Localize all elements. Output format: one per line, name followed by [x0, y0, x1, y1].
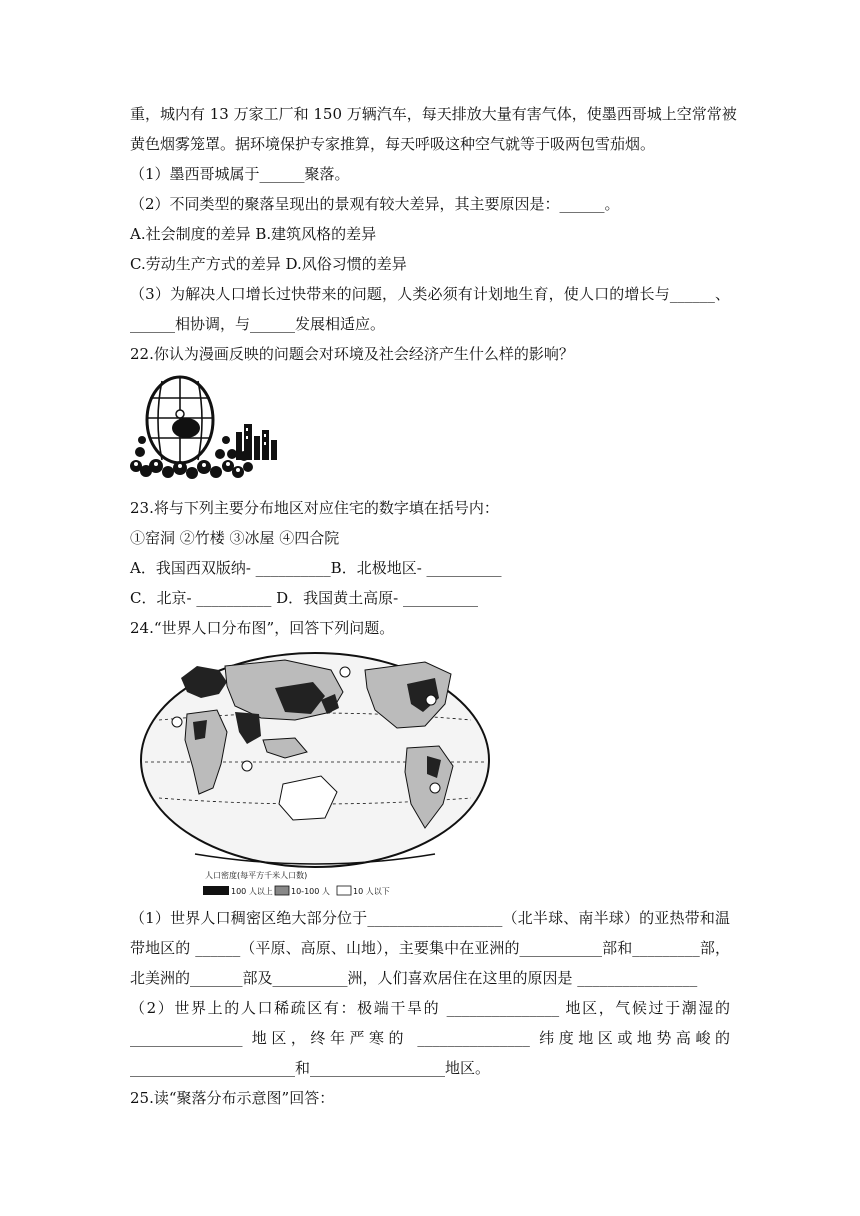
cartoon-crowded-globe-image	[128, 370, 288, 485]
q21-sub-question-1: （1）墨西哥城属于______聚落。	[130, 165, 350, 183]
q22-question: 22.你认为漫画反映的问题会对环境及社会经济产生什么样的影响？	[130, 345, 574, 363]
q24-sub2-line-2: _______________ 地区，终年严寒的 _______________ 纬度地区或地势高峻的	[130, 1029, 730, 1047]
q24-question: 24.“世界人口分布图”，回答下列问题。	[130, 619, 395, 637]
q23-question: 23.将与下列主要分布地区对应住宅的数字填在括号内：	[130, 499, 499, 517]
world-population-map	[135, 648, 495, 906]
q24-sub2-line-1: （2）世界上的人口稀疏区有：极端干旱的 _______________ 地区，气候过于潮湿的	[130, 999, 730, 1017]
q25-question: 25.读“聚落分布示意图”回答：	[130, 1089, 335, 1107]
q21-intro-line-2: 黄色烟雾笼罩。据环境保护专家推算，每天呼吸这种空气就等于吸两包雪茄烟。	[130, 135, 656, 153]
map-legend-title: 人口密度(每平方千米人口数)	[205, 871, 308, 880]
legend-swatch-sparse	[337, 886, 351, 895]
q24-sub1-line-1: （1）世界人口稠密区绝大部分位于__________________（北半球、南半球）的亚热带和温	[130, 909, 730, 927]
q21-options-ab: A.社会制度的差异 B.建筑风格的差异	[130, 225, 377, 243]
q21-sub-question-3-line-1: （3）为解决人口增长过快带来的问题，人类必须有计划地生育，使人口的增长与______、	[130, 285, 730, 303]
q21-options-cd: C.劳动生产方式的差异 D.风俗习惯的差异	[130, 255, 407, 273]
q23-dwelling-options: ①窑洞 ②竹楼 ③冰屋 ④四合院	[130, 529, 340, 547]
q21-sub-question-3-line-2: ______相协调，与______发展相适应。	[130, 315, 386, 333]
legend-label-sparse: 10 人以下	[353, 887, 390, 896]
legend-label-dense: 100 人以上	[231, 887, 273, 896]
q23-blanks-cd: C．北京- __________ D．我国黄土高原- __________	[130, 589, 478, 607]
legend-label-medium: 10-100 人	[291, 887, 330, 896]
legend-swatch-medium	[275, 886, 289, 895]
q21-intro-line-1: 重，城内有 13 万家工厂和 150 万辆汽车，每天排放大量有害气体，使墨西哥城上空常常被	[130, 105, 737, 123]
q24-sub1-line-3: 北美洲的_______部及__________洲，人们喜欢居住在这里的原因是 ________________	[130, 969, 698, 987]
q24-sub2-line-3: ______________________和__________________地区。	[130, 1059, 491, 1077]
q21-sub-question-2: （2）不同类型的聚落呈现出的景观有较大差异，其主要原因是：______。	[130, 195, 620, 213]
legend-swatch-dense	[203, 886, 229, 895]
q23-blanks-ab: A．我国西双版纳- __________B．北极地区- __________	[130, 559, 502, 577]
q24-sub1-line-2: 带地区的 ______（平原、高原、山地），主要集中在亚洲的___________部和_________部，	[130, 939, 730, 957]
